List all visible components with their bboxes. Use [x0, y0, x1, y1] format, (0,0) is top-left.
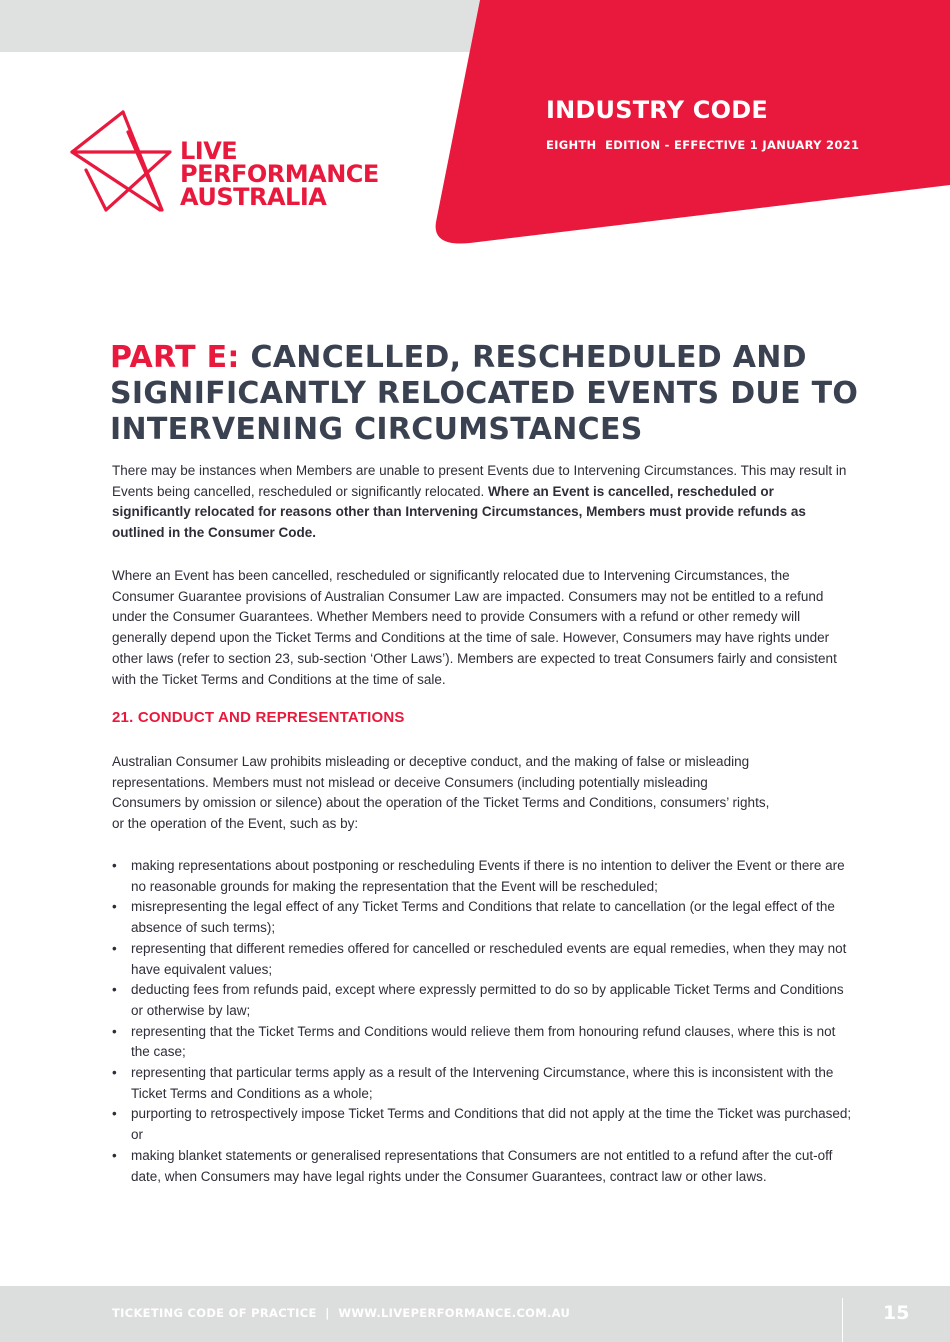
conduct-bullet-list: [112, 856, 852, 1187]
lpa-star-logo-icon: [70, 110, 180, 220]
footer-text: TICKETING CODE OF PRACTICE | WWW.LIVEPERFORMANCE.COM.AU: [112, 1306, 571, 1320]
logo-line-australia: AUSTRALIA: [180, 183, 327, 211]
intro-bold-text: Where an Event is cancelled, rescheduled or significantly relocated for reasons other than Intervening Circumstances, Members must provide refunds as outlined in the Consumer Code.: [112, 483, 806, 541]
list-item: • representing that different remedies offered for cancelled or rescheduled events are equal remedies, when they may not have equivalent values;: [112, 939, 852, 980]
list-item: • deducting fees from refunds paid, except where expressly permitted to do so by applicable Ticket Terms and Conditions or otherwise by law;: [112, 980, 852, 1021]
list-item: • representing that particular terms apply as a result of the Intervening Circumstance, where this is inconsistent with the Ticket Terms and Conditions as a whole;: [112, 1063, 852, 1104]
list-item: • purporting to retrospectively impose Ticket Terms and Conditions that did not apply at the time the Ticket was purchased; or: [112, 1104, 852, 1145]
industry-code-title: INDUSTRY CODE: [546, 96, 768, 124]
edition-subtitle: EIGHTH EDITION - EFFECTIVE 1 JANUARY 2021: [546, 138, 860, 152]
logo-wordmark: [180, 137, 379, 211]
section-heading: 21. CONDUCT AND REPRESENTATIONS: [112, 709, 405, 726]
list-item: • making blanket statements or generalised representations that Consumers are not entitled to a refund after the cut-off date, when Consumers may have legal rights under the Consumer Guarantees, contract law or other laws.: [112, 1146, 852, 1187]
part-title-text: CANCELLED, RESCHEDULED AND SIGNIFICANTLY RELOCATED EVENTS DUE TO INTERVENING CIRCUMSTANCES: [110, 340, 859, 447]
consumer-guarantee-paragraph: Where an Event has been cancelled, rescheduled or significantly relocated due to Intervening Circumstances, the Consumer Guarantee provisions of Australian Consumer Law are impacted. Consumers may not be entitled to a refund under the Consumer Guarantees. Whether Members need to provide Consumers with a refund or other remedy will generally depend upon the Ticket Terms and Conditions at the time of sale. However, Consumers may have rights under other laws (refer to section 23, sub-section ‘Other Laws’). Members are expected to treat Consumers fairly and consistent with the Ticket Terms and Conditions at the time of sale.: [112, 568, 837, 687]
footer-bar: [0, 1286, 950, 1342]
page-title: [110, 340, 890, 448]
footer-divider: [842, 1298, 843, 1342]
intro-paragraph: [112, 461, 852, 544]
logo-line-performance: PERFORMANCE: [180, 160, 379, 188]
intro-text: There may be instances when Members are unable to present Events due to Intervening Circumstances. This may result in Events being cancelled, rescheduled or significantly relocated.: [112, 463, 847, 499]
page-number: 15: [883, 1302, 910, 1324]
logo-line-live: LIVE: [180, 137, 238, 165]
list-item: • representing that the Ticket Terms and Conditions would relieve them from honouring refund clauses, where this is not the case;: [112, 1022, 852, 1063]
section-intro-paragraph: Australian Consumer Law prohibits misleading or deceptive conduct, and the making of false or misleading representations. Members must not mislead or deceive Consumers (including potentially misleading Consumers by omission or silence) about the operation of the Ticket Terms and Conditions, consumers’ rights, or the operation of the Event, such as by:: [112, 754, 770, 832]
list-item: • making representations about postponing or rescheduling Events if there is no intention to deliver the Event or there are no reasonable grounds for making the representation that the Event will be rescheduled;: [112, 856, 852, 897]
list-item: • misrepresenting the legal effect of any Ticket Terms and Conditions that relate to cancellation (or the legal effect of the absence of such terms);: [112, 897, 852, 938]
part-label: PART E:: [110, 340, 240, 375]
